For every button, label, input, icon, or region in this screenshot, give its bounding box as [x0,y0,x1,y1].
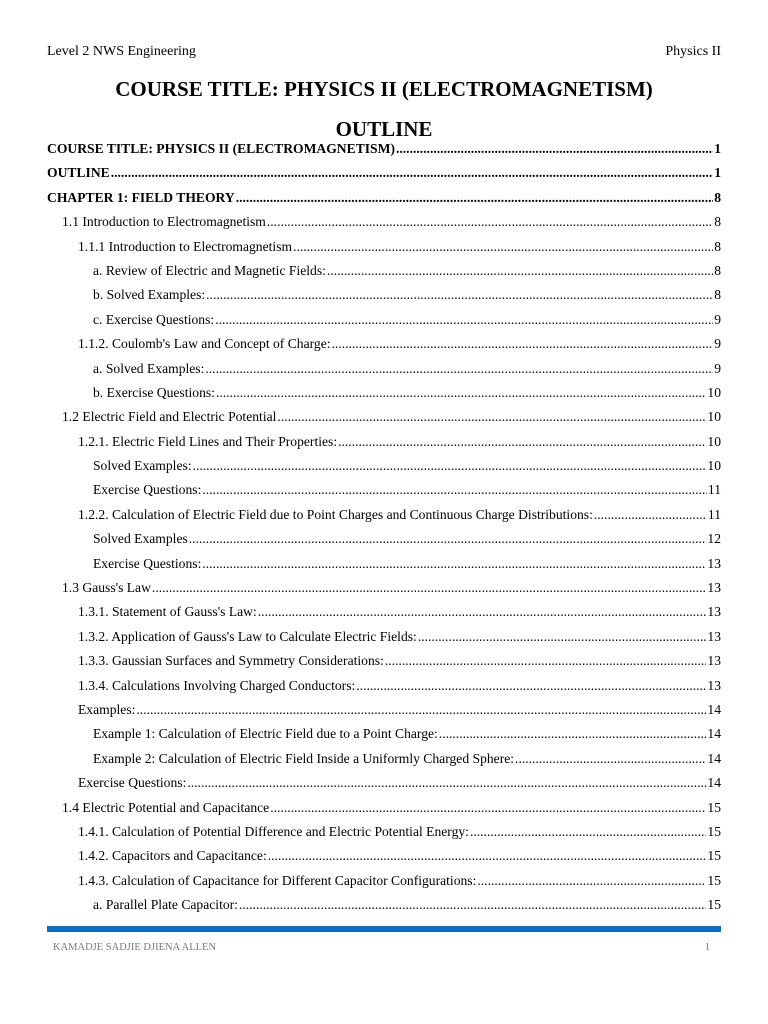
toc-entry[interactable] [47,751,721,775]
toc-dot-leader [293,239,713,255]
toc-entry[interactable] [47,873,721,897]
toc-entry[interactable] [47,726,721,750]
page-header [47,44,721,62]
toc-entry-page: 15 [707,872,721,888]
toc-entry-label: 1.2.1. Electric Field Lines and Their Properties: [78,433,338,449]
toc-entry-label: CHAPTER 1: FIELD THEORY [47,189,235,205]
toc-entry-label: a. Parallel Plate Capacitor: [93,897,238,913]
toc-entry[interactable] [47,702,721,726]
toc-entry-label: 1.4 Electric Potential and Capacitance [62,799,270,815]
toc-entry[interactable] [47,385,721,409]
toc-dot-leader [385,653,707,669]
toc-entry[interactable] [47,678,721,702]
toc-dot-leader [277,409,706,425]
toc-entry[interactable] [47,800,721,824]
toc-entry-page: 14 [707,775,721,791]
toc-dot-leader [202,556,706,572]
toc-dot-leader [205,361,713,377]
toc-dot-leader [439,726,707,742]
toc-dot-leader [193,458,707,474]
toc-dot-leader [515,751,706,767]
toc-entry-page: 10 [707,409,721,425]
toc-entry[interactable] [47,361,721,385]
toc-entry-page: 9 [714,360,721,376]
toc-entry-page: 13 [707,580,721,596]
toc-entry-page: 14 [707,726,721,742]
toc-entry-label: COURSE TITLE: PHYSICS II (ELECTROMAGNETISM) [47,141,395,156]
toc-entry-page: 11 [707,506,721,522]
toc-dot-leader [215,312,713,328]
toc-dot-leader [270,800,706,816]
toc-entry[interactable] [47,141,721,165]
toc-entry-label: Solved Examples: [93,458,192,474]
toc-dot-leader [267,214,713,230]
toc-entry[interactable] [47,897,721,921]
toc-entry[interactable] [47,287,721,311]
toc-entry[interactable] [47,165,721,189]
course-title: COURSE TITLE: PHYSICS II (ELECTROMAGNETISM) [115,77,653,101]
toc-entry-label: a. Solved Examples: [93,360,205,376]
toc-entry-label: 1.3.1. Statement of Gauss's Law: [78,604,257,620]
toc-entry-label: b. Exercise Questions: [93,384,215,400]
toc-entry-label: 1.4.1. Calculation of Potential Difference and Electric Potential Energy: [78,823,469,839]
footer-page-number: 1 [704,942,710,953]
toc-dot-leader [332,336,714,352]
toc-entry-page: 13 [707,604,721,620]
header-left: Level 2 NWS Engineering [47,44,196,59]
toc-entry[interactable] [47,190,721,214]
toc-dot-leader [477,873,706,889]
toc-entry[interactable] [47,507,721,531]
toc-dot-leader [206,287,713,303]
toc-entry-label: 1.2.2. Calculation of Electric Field due to Point Charges and Continuous Charge Distributions: [78,506,593,522]
toc-dot-leader [418,629,707,645]
toc-dot-leader [396,141,713,157]
toc-entry-label: 1.1.1 Introduction to Electromagnetism [78,238,293,254]
toc-entry[interactable] [47,775,721,799]
toc-entry-label: Exercise Questions: [78,775,187,791]
toc-entry-label: 1.3 Gauss's Law [62,580,151,596]
toc-entry[interactable] [47,848,721,872]
toc-dot-leader [338,434,706,450]
toc-entry-page: 8 [714,214,721,230]
toc-entry-page: 1 [714,141,721,156]
toc-dot-leader [594,507,707,523]
toc-dot-leader [268,848,707,864]
toc-dot-leader [239,897,706,913]
toc-entry[interactable] [47,239,721,263]
toc-entry[interactable] [47,580,721,604]
header-right: Physics II [665,44,721,59]
toc-dot-leader [470,824,706,840]
toc-entry-label: Exercise Questions: [93,482,202,498]
toc-dot-leader [202,482,707,498]
toc-entry-label: Examples: [78,701,136,717]
toc-dot-leader [111,165,714,181]
toc-entry[interactable] [47,214,721,238]
toc-entry-page: 9 [714,311,721,327]
toc-entry[interactable] [47,556,721,580]
toc-entry[interactable] [47,531,721,555]
toc-dot-leader [136,702,706,718]
toc-entry-label: 1.1 Introduction to Electromagnetism [62,214,266,230]
toc-entry-label: Example 2: Calculation of Electric Field Inside a Uniformly Charged Sphere: [93,750,515,766]
toc-entry-page: 10 [707,384,721,400]
table-of-contents [47,141,721,922]
toc-dot-leader [189,531,707,547]
toc-entry-page: 15 [707,848,721,864]
toc-entry[interactable] [47,629,721,653]
toc-entry-page: 1 [714,165,721,181]
toc-dot-leader [356,678,706,694]
toc-entry[interactable] [47,312,721,336]
toc-entry-page: 9 [714,336,721,352]
toc-entry-page: 14 [707,701,721,717]
toc-entry-page: 8 [714,238,721,254]
toc-entry-page: 13 [707,653,721,669]
toc-dot-leader [236,190,713,206]
toc-entry-page: 13 [707,677,721,693]
toc-entry-label: Example 1: Calculation of Electric Field due to a Point Charge: [93,726,438,742]
toc-entry-label: Solved Examples [93,531,188,547]
toc-entry-page: 8 [714,189,721,205]
toc-entry-page: 10 [707,458,721,474]
toc-entry-label: c. Exercise Questions: [93,311,215,327]
toc-entry-page: 8 [714,262,721,278]
toc-entry-label: 1.3.3. Gaussian Surfaces and Symmetry Considerations: [78,653,384,669]
toc-entry-page: 14 [707,750,721,766]
toc-dot-leader [258,604,707,620]
toc-entry-page: 10 [707,433,721,449]
toc-entry-page: 15 [707,897,721,913]
toc-entry-label: 1.4.3. Calculation of Capacitance for Different Capacitor Configurations: [78,872,477,888]
toc-entry[interactable] [47,482,721,506]
toc-entry-label: b. Solved Examples: [93,287,206,303]
toc-dot-leader [327,263,713,279]
toc-entry-page: 8 [714,287,721,303]
toc-entry-label: 1.3.2. Application of Gauss's Law to Calculate Electric Fields: [78,628,417,644]
toc-entry-page: 15 [707,799,721,815]
toc-dot-leader [187,775,706,791]
toc-entry[interactable] [47,824,721,848]
toc-entry-label: a. Review of Electric and Magnetic Fields: [93,262,326,278]
toc-entry[interactable] [47,336,721,360]
toc-entry-label: 1.2 Electric Field and Electric Potential [62,409,277,425]
toc-entry[interactable] [47,604,721,628]
toc-entry-page: 11 [707,482,721,498]
toc-entry[interactable] [47,263,721,287]
toc-entry-page: 13 [707,628,721,644]
toc-entry-page: 13 [707,555,721,571]
toc-entry-label: Exercise Questions: [93,555,202,571]
toc-entry-label: 1.4.2. Capacitors and Capacitance: [78,848,267,864]
toc-entry-label: OUTLINE [47,165,110,181]
toc-entry[interactable] [47,434,721,458]
toc-dot-leader [152,580,706,596]
outline-heading: OUTLINE [335,117,433,141]
page-footer [53,942,710,956]
toc-dot-leader [216,385,706,401]
footer-author: KAMADJE SADJIE DJIENA ALLEN [53,942,217,953]
toc-entry[interactable] [47,409,721,433]
toc-entry-page: 12 [707,531,721,547]
toc-entry-label: 1.3.4. Calculations Involving Charged Conductors: [78,677,356,693]
toc-entry[interactable] [47,653,721,677]
toc-entry-label: 1.1.2. Coulomb's Law and Concept of Charge: [78,336,331,352]
toc-entry-page: 15 [707,823,721,839]
toc-entry[interactable] [47,458,721,482]
footer-divider [47,926,721,932]
